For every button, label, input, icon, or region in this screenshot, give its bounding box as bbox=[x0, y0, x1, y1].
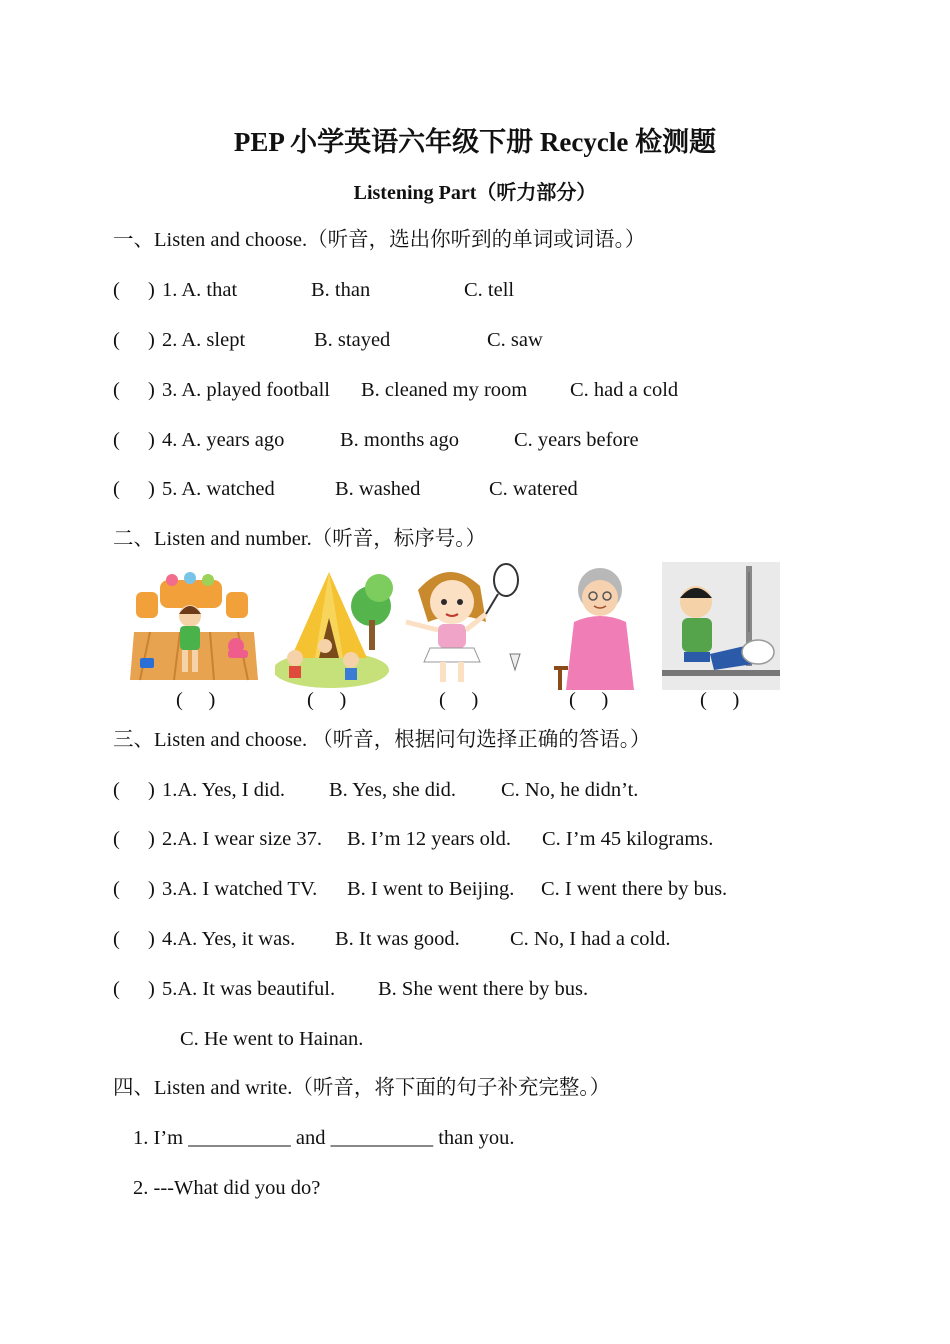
broken-leg-man-picture bbox=[662, 562, 780, 690]
option-c: C. had a cold bbox=[570, 379, 679, 401]
number-blank[interactable]: ( ) bbox=[439, 689, 479, 711]
option-a: 1.A. Yes, I did. bbox=[162, 779, 286, 801]
answer-paren-open[interactable]: ( bbox=[113, 828, 120, 850]
grandmother-picture bbox=[540, 562, 658, 690]
section1-heading: 一、Listen and choose.（听音，选出你听到的单词或词语。） bbox=[113, 229, 646, 251]
option-c: C. years before bbox=[514, 429, 639, 451]
answer-paren-close: ) bbox=[148, 828, 155, 850]
option-a: 5.A. It was beautiful. bbox=[162, 978, 336, 1000]
page-subtitle: Listening Part（听力部分） bbox=[353, 182, 597, 204]
answer-paren-open[interactable]: ( bbox=[113, 329, 120, 351]
option-b: B. I’m 12 years old. bbox=[347, 828, 511, 850]
number-blank[interactable]: ( ) bbox=[700, 689, 740, 711]
answer-paren-close: ) bbox=[148, 429, 155, 451]
section3-heading: 三、Listen and choose. （听音，根据问句选择正确的答语。） bbox=[113, 729, 651, 751]
option-b: B. cleaned my room bbox=[361, 379, 528, 401]
number-blank[interactable]: ( ) bbox=[569, 689, 609, 711]
option-c: C. I’m 45 kilograms. bbox=[542, 828, 714, 850]
answer-paren-open[interactable]: ( bbox=[113, 478, 120, 500]
answer-paren-open[interactable]: ( bbox=[113, 429, 120, 451]
option-a: 1. A. that bbox=[162, 279, 238, 301]
option-b: B. Yes, she did. bbox=[329, 779, 457, 801]
badminton-girl-picture bbox=[398, 562, 522, 690]
option-a: 5. A. watched bbox=[162, 478, 275, 500]
option-c: C. tell bbox=[464, 279, 515, 301]
section4-heading: 四、Listen and write.（听音，将下面的句子补充完整。） bbox=[113, 1077, 611, 1099]
option-b: B. than bbox=[311, 279, 371, 301]
answer-paren-close: ) bbox=[148, 379, 155, 401]
answer-paren-close: ) bbox=[148, 478, 155, 500]
option-b: B. It was good. bbox=[335, 928, 460, 950]
option-c: C. No, I had a cold. bbox=[510, 928, 671, 950]
option-b: B. I went to Beijing. bbox=[347, 878, 515, 900]
answer-paren-open[interactable]: ( bbox=[113, 779, 120, 801]
option-c: C. He went to Hainan. bbox=[180, 1028, 364, 1050]
answer-paren-open[interactable]: ( bbox=[113, 279, 120, 301]
living-room-girl-picture bbox=[130, 562, 258, 690]
answer-paren-close: ) bbox=[148, 928, 155, 950]
answer-paren-close: ) bbox=[148, 978, 155, 1000]
answer-paren-open[interactable]: ( bbox=[113, 978, 120, 1000]
option-a: 4.A. Yes, it was. bbox=[162, 928, 296, 950]
answer-paren-open[interactable]: ( bbox=[113, 928, 120, 950]
tent-camping-picture bbox=[275, 562, 393, 690]
option-a: 4. A. years ago bbox=[162, 429, 285, 451]
option-b: B. washed bbox=[335, 478, 421, 500]
section2-heading: 二、Listen and number.（听音，标序号。） bbox=[113, 528, 486, 550]
option-c: C. No, he didn’t. bbox=[501, 779, 639, 801]
answer-paren-close: ) bbox=[148, 329, 155, 351]
option-a: 2.A. I wear size 37. bbox=[162, 828, 322, 850]
option-c: C. I went there by bus. bbox=[541, 878, 728, 900]
option-a: 3.A. I watched TV. bbox=[162, 878, 318, 900]
option-c: C. saw bbox=[487, 329, 543, 351]
option-b: B. months ago bbox=[340, 429, 460, 451]
answer-paren-close: ) bbox=[148, 878, 155, 900]
write-sentence-1[interactable]: 1. I’m __________ and __________ than you. bbox=[133, 1127, 515, 1149]
option-a: 3. A. played football bbox=[162, 379, 330, 401]
answer-paren-close: ) bbox=[148, 279, 155, 301]
number-blank[interactable]: ( ) bbox=[176, 689, 216, 711]
answer-paren-close: ) bbox=[148, 779, 155, 801]
option-b: B. She went there by bus. bbox=[378, 978, 589, 1000]
option-a: 2. A. slept bbox=[162, 329, 246, 351]
option-c: C. watered bbox=[489, 478, 578, 500]
number-blank[interactable]: ( ) bbox=[307, 689, 347, 711]
answer-paren-open[interactable]: ( bbox=[113, 379, 120, 401]
write-sentence-2: 2. ---What did you do? bbox=[133, 1177, 321, 1199]
page-title: PEP 小学英语六年级下册 Recycle 检测题 bbox=[233, 127, 717, 157]
answer-paren-open[interactable]: ( bbox=[113, 878, 120, 900]
option-b: B. stayed bbox=[314, 329, 391, 351]
